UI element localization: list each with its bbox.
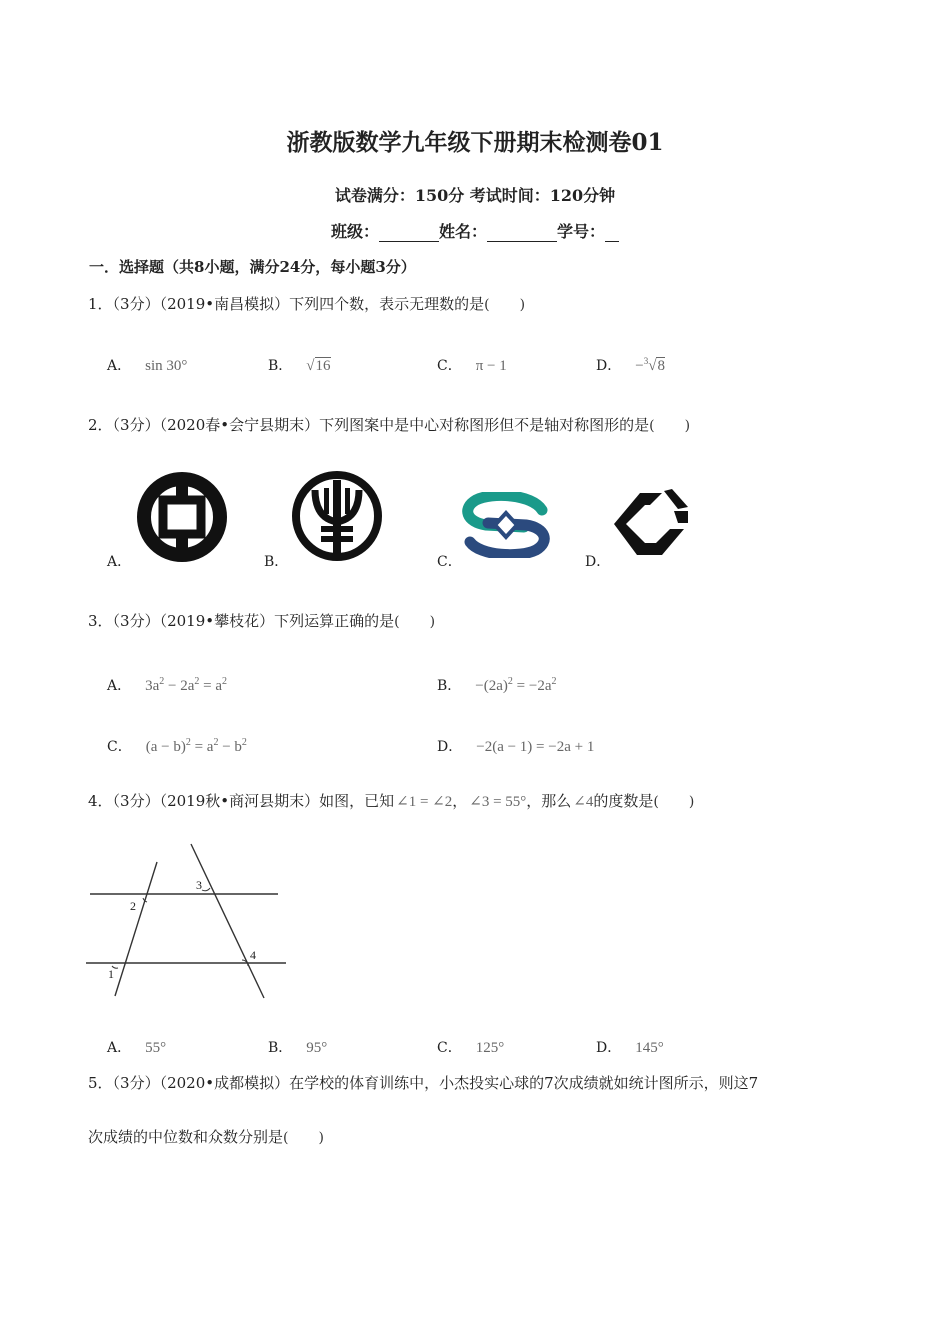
q4-option-d[interactable]: D． 145° bbox=[596, 1040, 664, 1056]
class-blank[interactable] bbox=[379, 225, 439, 242]
name-label: 姓名： bbox=[438, 222, 487, 241]
id-blank[interactable] bbox=[605, 225, 619, 242]
answer-paren-close: ) bbox=[519, 297, 526, 313]
q1-option-d[interactable]: D． −$^3$√8 bbox=[596, 356, 665, 374]
class-label: 班级： bbox=[330, 222, 379, 241]
question-5-line-1: 5．（3分）（2020•成都模拟）在学校的体育训练中，小杰投实心球的7次成绩就如统计图所示，则这7 bbox=[88, 1074, 759, 1092]
question-1 bbox=[88, 293, 525, 314]
q4-option-a[interactable]: A． 55° bbox=[107, 1040, 167, 1056]
id-label: 学号： bbox=[557, 222, 606, 241]
question-2: 2．（3分）（2020春•会宁县期末）下列图案中是中心对称图形但不是轴对称图形的是( ) bbox=[88, 416, 691, 434]
q1-option-c[interactable]: C． π − 1 bbox=[437, 358, 507, 374]
page-title: 浙教版数学九年级下册期末检测卷01 bbox=[286, 129, 664, 156]
cgb-bank-logo-icon bbox=[462, 492, 550, 558]
angle-label-1: 1 bbox=[108, 967, 114, 981]
ccb-bank-logo-icon bbox=[612, 487, 690, 563]
angle-label-3: 3 bbox=[196, 878, 202, 892]
q2-option-b[interactable]: B． bbox=[264, 554, 289, 570]
angle-figure bbox=[84, 840, 294, 1005]
q2-option-d[interactable]: D． bbox=[585, 554, 611, 570]
question-1-text: 1．（3分）（2019•南昌模拟）下列四个数，表示无理数的是 bbox=[88, 295, 485, 313]
question-3: 3．（3分）（2019•攀枝花）下列运算正确的是( ) bbox=[88, 612, 436, 630]
q3-option-b[interactable]: B． $-(2a)^2 = -2a^2$ bbox=[437, 676, 557, 694]
exam-info: 试卷满分：150分 考试时间：120分钟 bbox=[334, 186, 616, 205]
question-4: 4．（3分）（2019秋•商河县期末）如图，已知 ∠1 = ∠2， ∠3 = 55°，那么 ∠4的度数是( ) bbox=[88, 792, 695, 810]
q3-option-a[interactable]: A． $3a^2 - 2a^2 = a^2$ bbox=[107, 676, 228, 694]
student-info-row bbox=[0, 219, 950, 242]
question-5-line-2: 次成绩的中位数和众数分别是( ) bbox=[88, 1128, 324, 1146]
q4-option-c[interactable]: C． 125° bbox=[437, 1040, 505, 1056]
question-2-text: 2．（3分）（2020春•会宁县期末）下列图案中是中心对称图形但不是轴对称图形的是 bbox=[88, 416, 650, 434]
q2-option-a[interactable]: A． bbox=[107, 554, 132, 570]
question-3-text: 3．（3分）（2019•攀枝花）下列运算正确的是 bbox=[88, 612, 395, 630]
q4-option-b[interactable]: B． 95° bbox=[268, 1040, 328, 1056]
section-title: 一．选择题（共8小题，满分24分，每小题3分） bbox=[89, 258, 416, 276]
answer-paren-open: ( bbox=[484, 297, 490, 313]
bank-of-china-logo-icon bbox=[134, 469, 230, 565]
q3-option-c[interactable]: C． $(a - b)^2 = a^2 - b^2$ bbox=[107, 737, 247, 755]
q3-option-d[interactable]: D． −2(a − 1) = −2a + 1 bbox=[437, 739, 595, 755]
angle-label-2: 2 bbox=[130, 899, 136, 913]
q2-option-c[interactable]: C． bbox=[437, 554, 462, 570]
q1-option-a[interactable]: A． sin 30° bbox=[107, 358, 188, 374]
name-blank[interactable] bbox=[487, 225, 557, 242]
agricultural-bank-logo-icon bbox=[291, 470, 383, 562]
angle-label-4: 4 bbox=[250, 948, 256, 962]
q1-option-b[interactable]: B． √16 bbox=[268, 358, 331, 374]
